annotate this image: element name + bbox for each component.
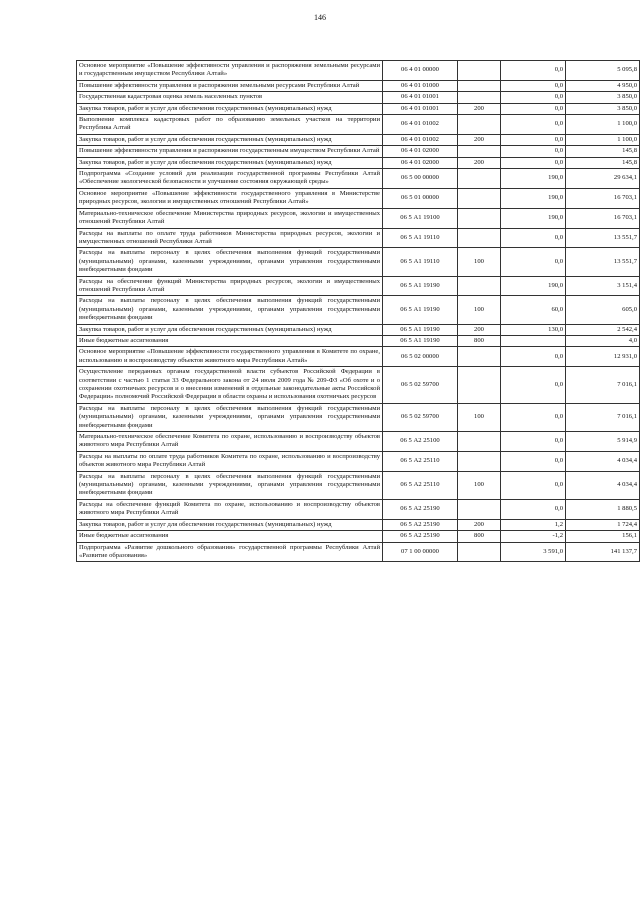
- table-row: [77, 471, 640, 499]
- table-row: [77, 146, 640, 157]
- row-total-amount: 3 850,0: [566, 92, 640, 103]
- row-code: 06 5 А1 19190: [383, 276, 458, 296]
- row-code: 06 4 01 02000: [383, 157, 458, 168]
- table-row: [77, 228, 640, 248]
- row-code: 06 5 01 00000: [383, 188, 458, 208]
- row-change-amount: 0,0: [501, 432, 566, 452]
- row-expense-type: 200: [458, 324, 501, 335]
- row-description: Государственная кадастровая оценка земель населенных пунктов: [77, 92, 383, 103]
- row-change-amount: 190,0: [501, 276, 566, 296]
- row-change-amount: 0,0: [501, 367, 566, 404]
- row-total-amount: 156,1: [566, 531, 640, 542]
- row-description: Закупка товаров, работ и услуг для обеспечения государственных (муниципальных) нужд: [77, 157, 383, 168]
- table-row: [77, 103, 640, 114]
- table-row: [77, 432, 640, 452]
- row-total-amount: 4,0: [566, 335, 640, 346]
- row-description: Расходы на выплаты по оплате труда работников Министерства природных ресурсов, экологии и имущественных отношений Республики Алтай: [77, 228, 383, 248]
- row-change-amount: 0,0: [501, 451, 566, 471]
- table-row: [77, 335, 640, 346]
- row-expense-type: 800: [458, 335, 501, 346]
- row-code: 06 5 А2 25100: [383, 432, 458, 452]
- table-row: [77, 80, 640, 91]
- row-code: 06 5 А1 19190: [383, 335, 458, 346]
- row-expense-type: 100: [458, 296, 501, 324]
- row-change-amount: 0,0: [501, 80, 566, 91]
- row-expense-type: [458, 80, 501, 91]
- row-change-amount: [501, 335, 566, 346]
- row-description: Расходы на выплаты персоналу в целях обеспечения выполнения функций государственными (муниципальными) органами, казенными учреждениями, органами управления государственными внебюджетными фондами: [77, 248, 383, 276]
- row-expense-type: 200: [458, 134, 501, 145]
- row-expense-type: [458, 61, 501, 81]
- row-change-amount: 190,0: [501, 208, 566, 228]
- row-code: 06 4 01 01000: [383, 80, 458, 91]
- row-description: Иные бюджетные ассигнования: [77, 531, 383, 542]
- row-change-amount: 0,0: [501, 103, 566, 114]
- row-code: 06 4 01 01001: [383, 103, 458, 114]
- row-description: Расходы на обеспечение функций Министерства природных ресурсов, экологии и имущественных отношений Республики Алтай: [77, 276, 383, 296]
- row-change-amount: 3 591,0: [501, 542, 566, 562]
- table-row: [77, 248, 640, 276]
- row-expense-type: [458, 347, 501, 367]
- row-code: 06 5 А1 19100: [383, 208, 458, 228]
- row-total-amount: 4 034,4: [566, 471, 640, 499]
- table-row: [77, 296, 640, 324]
- row-expense-type: 800: [458, 531, 501, 542]
- row-description: Материально-техническое обеспечение Министерства природных ресурсов, экологии и имущественных отношений Республики Алтай: [77, 208, 383, 228]
- row-expense-type: [458, 367, 501, 404]
- budget-table: [76, 60, 640, 562]
- row-description: Повышение эффективности управления и распоряжения земельными ресурсами Республики Алтай: [77, 80, 383, 91]
- row-change-amount: 0,0: [501, 92, 566, 103]
- row-total-amount: 1 100,0: [566, 115, 640, 135]
- row-code: 06 5 02 59700: [383, 367, 458, 404]
- row-code: 06 4 01 01001: [383, 92, 458, 103]
- row-total-amount: 29 634,1: [566, 169, 640, 189]
- row-change-amount: 0,0: [501, 146, 566, 157]
- row-code: 06 5 А2 25190: [383, 519, 458, 530]
- row-change-amount: 0,0: [501, 471, 566, 499]
- row-code: 06 4 01 00000: [383, 61, 458, 81]
- row-expense-type: [458, 115, 501, 135]
- row-change-amount: 60,0: [501, 296, 566, 324]
- row-total-amount: 1 880,5: [566, 499, 640, 519]
- table-row: [77, 324, 640, 335]
- row-expense-type: [458, 188, 501, 208]
- row-code: 06 5 02 59700: [383, 403, 458, 431]
- table-row: [77, 169, 640, 189]
- row-description: Основное мероприятие «Повышение эффективности государственного управления в Министерстве природных ресурсов, экологии и имущественных отношений Республики Алтай»: [77, 188, 383, 208]
- page-number: 146: [314, 13, 326, 22]
- row-change-amount: 190,0: [501, 169, 566, 189]
- row-code: 06 5 А2 25190: [383, 531, 458, 542]
- table-row: [77, 542, 640, 562]
- row-description: Осуществление переданных органам государственной власти субъектов Российской Федерации в соответствии с частью 1 статьи 33 Федерального закона от 24 июля 2009 года № 209-ФЗ «Об охоте и о сохранении охотничьих ресурсов и о внесении изменений в отдельные законодательные акты Российской Федерации» полномочий Российской Федерации в области охраны и использования охотничьих ресурсов: [77, 367, 383, 404]
- row-total-amount: 4 034,4: [566, 451, 640, 471]
- row-description: Основное мероприятие «Повышение эффективности управления и распоряжения земельными ресурсами и государственным имуществом Республики Алтай»: [77, 61, 383, 81]
- row-expense-type: [458, 208, 501, 228]
- row-change-amount: 0,0: [501, 134, 566, 145]
- row-code: 06 5 02 00000: [383, 347, 458, 367]
- row-description: Закупка товаров, работ и услуг для обеспечения государственных (муниципальных) нужд: [77, 324, 383, 335]
- row-total-amount: 7 016,1: [566, 367, 640, 404]
- row-code: 06 5 А1 19110: [383, 248, 458, 276]
- row-change-amount: 0,0: [501, 347, 566, 367]
- row-total-amount: 13 551,7: [566, 248, 640, 276]
- table-row: [77, 188, 640, 208]
- row-description: Расходы на обеспечение функций Комитета по охране, использованию и воспроизводству объектов животного мира Республики Алтай: [77, 499, 383, 519]
- table-row: [77, 531, 640, 542]
- row-expense-type: 100: [458, 403, 501, 431]
- row-expense-type: [458, 542, 501, 562]
- row-description: Расходы на выплаты персоналу в целях обеспечения выполнения функций государственными (муниципальными) органами, казенными учреждениями, органами управления государственными внебюджетными фондами: [77, 403, 383, 431]
- row-total-amount: 13 551,7: [566, 228, 640, 248]
- row-total-amount: 145,8: [566, 157, 640, 168]
- row-change-amount: 0,0: [501, 499, 566, 519]
- table-row: [77, 276, 640, 296]
- row-expense-type: [458, 146, 501, 157]
- row-total-amount: 16 703,1: [566, 208, 640, 228]
- row-code: 06 4 01 01002: [383, 115, 458, 135]
- row-expense-type: 200: [458, 157, 501, 168]
- row-total-amount: 605,0: [566, 296, 640, 324]
- row-total-amount: 2 542,4: [566, 324, 640, 335]
- row-total-amount: 7 016,1: [566, 403, 640, 431]
- row-total-amount: 5 914,9: [566, 432, 640, 452]
- row-change-amount: 0,0: [501, 228, 566, 248]
- row-change-amount: 0,0: [501, 403, 566, 431]
- table-row: [77, 367, 640, 404]
- row-description: Расходы на выплаты по оплате труда работников Комитета по охране, использованию и воспроизводству объектов животного мира Республики Алтай: [77, 451, 383, 471]
- row-change-amount: -1,2: [501, 531, 566, 542]
- row-expense-type: 100: [458, 248, 501, 276]
- row-description: Закупка товаров, работ и услуг для обеспечения государственных (муниципальных) нужд: [77, 134, 383, 145]
- row-total-amount: 4 950,0: [566, 80, 640, 91]
- table-row: [77, 92, 640, 103]
- table-row: [77, 499, 640, 519]
- row-code: 06 5 А1 19110: [383, 228, 458, 248]
- row-code: 06 4 01 01002: [383, 134, 458, 145]
- row-total-amount: 141 137,7: [566, 542, 640, 562]
- budget-table-body: [77, 61, 640, 562]
- row-total-amount: 1 100,0: [566, 134, 640, 145]
- row-description: Повышение эффективности управления и распоряжения государственным имуществом Республики Алтай: [77, 146, 383, 157]
- row-change-amount: 1,2: [501, 519, 566, 530]
- row-code: 06 5 А2 25110: [383, 451, 458, 471]
- row-expense-type: 200: [458, 103, 501, 114]
- row-change-amount: 130,0: [501, 324, 566, 335]
- row-total-amount: 1 724,4: [566, 519, 640, 530]
- row-expense-type: [458, 432, 501, 452]
- table-row: [77, 208, 640, 228]
- row-expense-type: [458, 451, 501, 471]
- row-description: Расходы на выплаты персоналу в целях обеспечения выполнения функций государственными (муниципальными) органами, казенными учреждениями, органами управления государственными внебюджетными фондами: [77, 296, 383, 324]
- row-code: 06 4 01 02000: [383, 146, 458, 157]
- row-code: 06 5 А2 25110: [383, 471, 458, 499]
- row-total-amount: 3 850,0: [566, 103, 640, 114]
- row-description: Выполнение комплекса кадастровых работ по образованию земельных участков на территории Республика Алтай: [77, 115, 383, 135]
- row-expense-type: 200: [458, 519, 501, 530]
- table-row: [77, 61, 640, 81]
- row-change-amount: 0,0: [501, 115, 566, 135]
- table-row: [77, 115, 640, 135]
- row-description: Основное мероприятие «Повышение эффективности государственного управления в Комитете по охране, использованию и воспроизводству объектов животного мира Республики Алтай»: [77, 347, 383, 367]
- row-code: 06 5 А2 25190: [383, 499, 458, 519]
- row-change-amount: 0,0: [501, 248, 566, 276]
- row-description: Иные бюджетные ассигнования: [77, 335, 383, 346]
- table-row: [77, 134, 640, 145]
- row-description: Закупка товаров, работ и услуг для обеспечения государственных (муниципальных) нужд: [77, 103, 383, 114]
- row-total-amount: 16 703,1: [566, 188, 640, 208]
- row-change-amount: 0,0: [501, 61, 566, 81]
- row-expense-type: 100: [458, 471, 501, 499]
- row-total-amount: 3 151,4: [566, 276, 640, 296]
- row-expense-type: [458, 92, 501, 103]
- row-expense-type: [458, 276, 501, 296]
- row-expense-type: [458, 499, 501, 519]
- row-code: 06 5 А1 19190: [383, 324, 458, 335]
- row-description: Подпрограмма «Развитие дошкольного образования» государственной программы Республики Алтай «Развитие образования»: [77, 542, 383, 562]
- row-change-amount: 0,0: [501, 157, 566, 168]
- row-change-amount: 190,0: [501, 188, 566, 208]
- table-row: [77, 157, 640, 168]
- row-expense-type: [458, 169, 501, 189]
- row-total-amount: 12 931,0: [566, 347, 640, 367]
- row-expense-type: [458, 228, 501, 248]
- row-description: Расходы на выплаты персоналу в целях обеспечения выполнения функций государственными (муниципальными) органами, казенными учреждениями, органами управления государственными внебюджетными фондами: [77, 471, 383, 499]
- table-row: [77, 519, 640, 530]
- row-code: 06 5 00 00000: [383, 169, 458, 189]
- row-code: 06 5 А1 19190: [383, 296, 458, 324]
- table-row: [77, 403, 640, 431]
- row-description: Материально-техническое обеспечение Комитета по охране, использованию и воспроизводству объектов животного мира Республики Алтай: [77, 432, 383, 452]
- table-row: [77, 347, 640, 367]
- row-description: Подпрограмма «Создание условий для реализации государственной программы Республики Алтай «Обеспечение экологической безопасности и улучшение состояния окружающей среды»: [77, 169, 383, 189]
- row-total-amount: 145,8: [566, 146, 640, 157]
- table-row: [77, 451, 640, 471]
- row-code: 07 1 00 00000: [383, 542, 458, 562]
- row-total-amount: 5 095,8: [566, 61, 640, 81]
- row-description: Закупка товаров, работ и услуг для обеспечения государственных (муниципальных) нужд: [77, 519, 383, 530]
